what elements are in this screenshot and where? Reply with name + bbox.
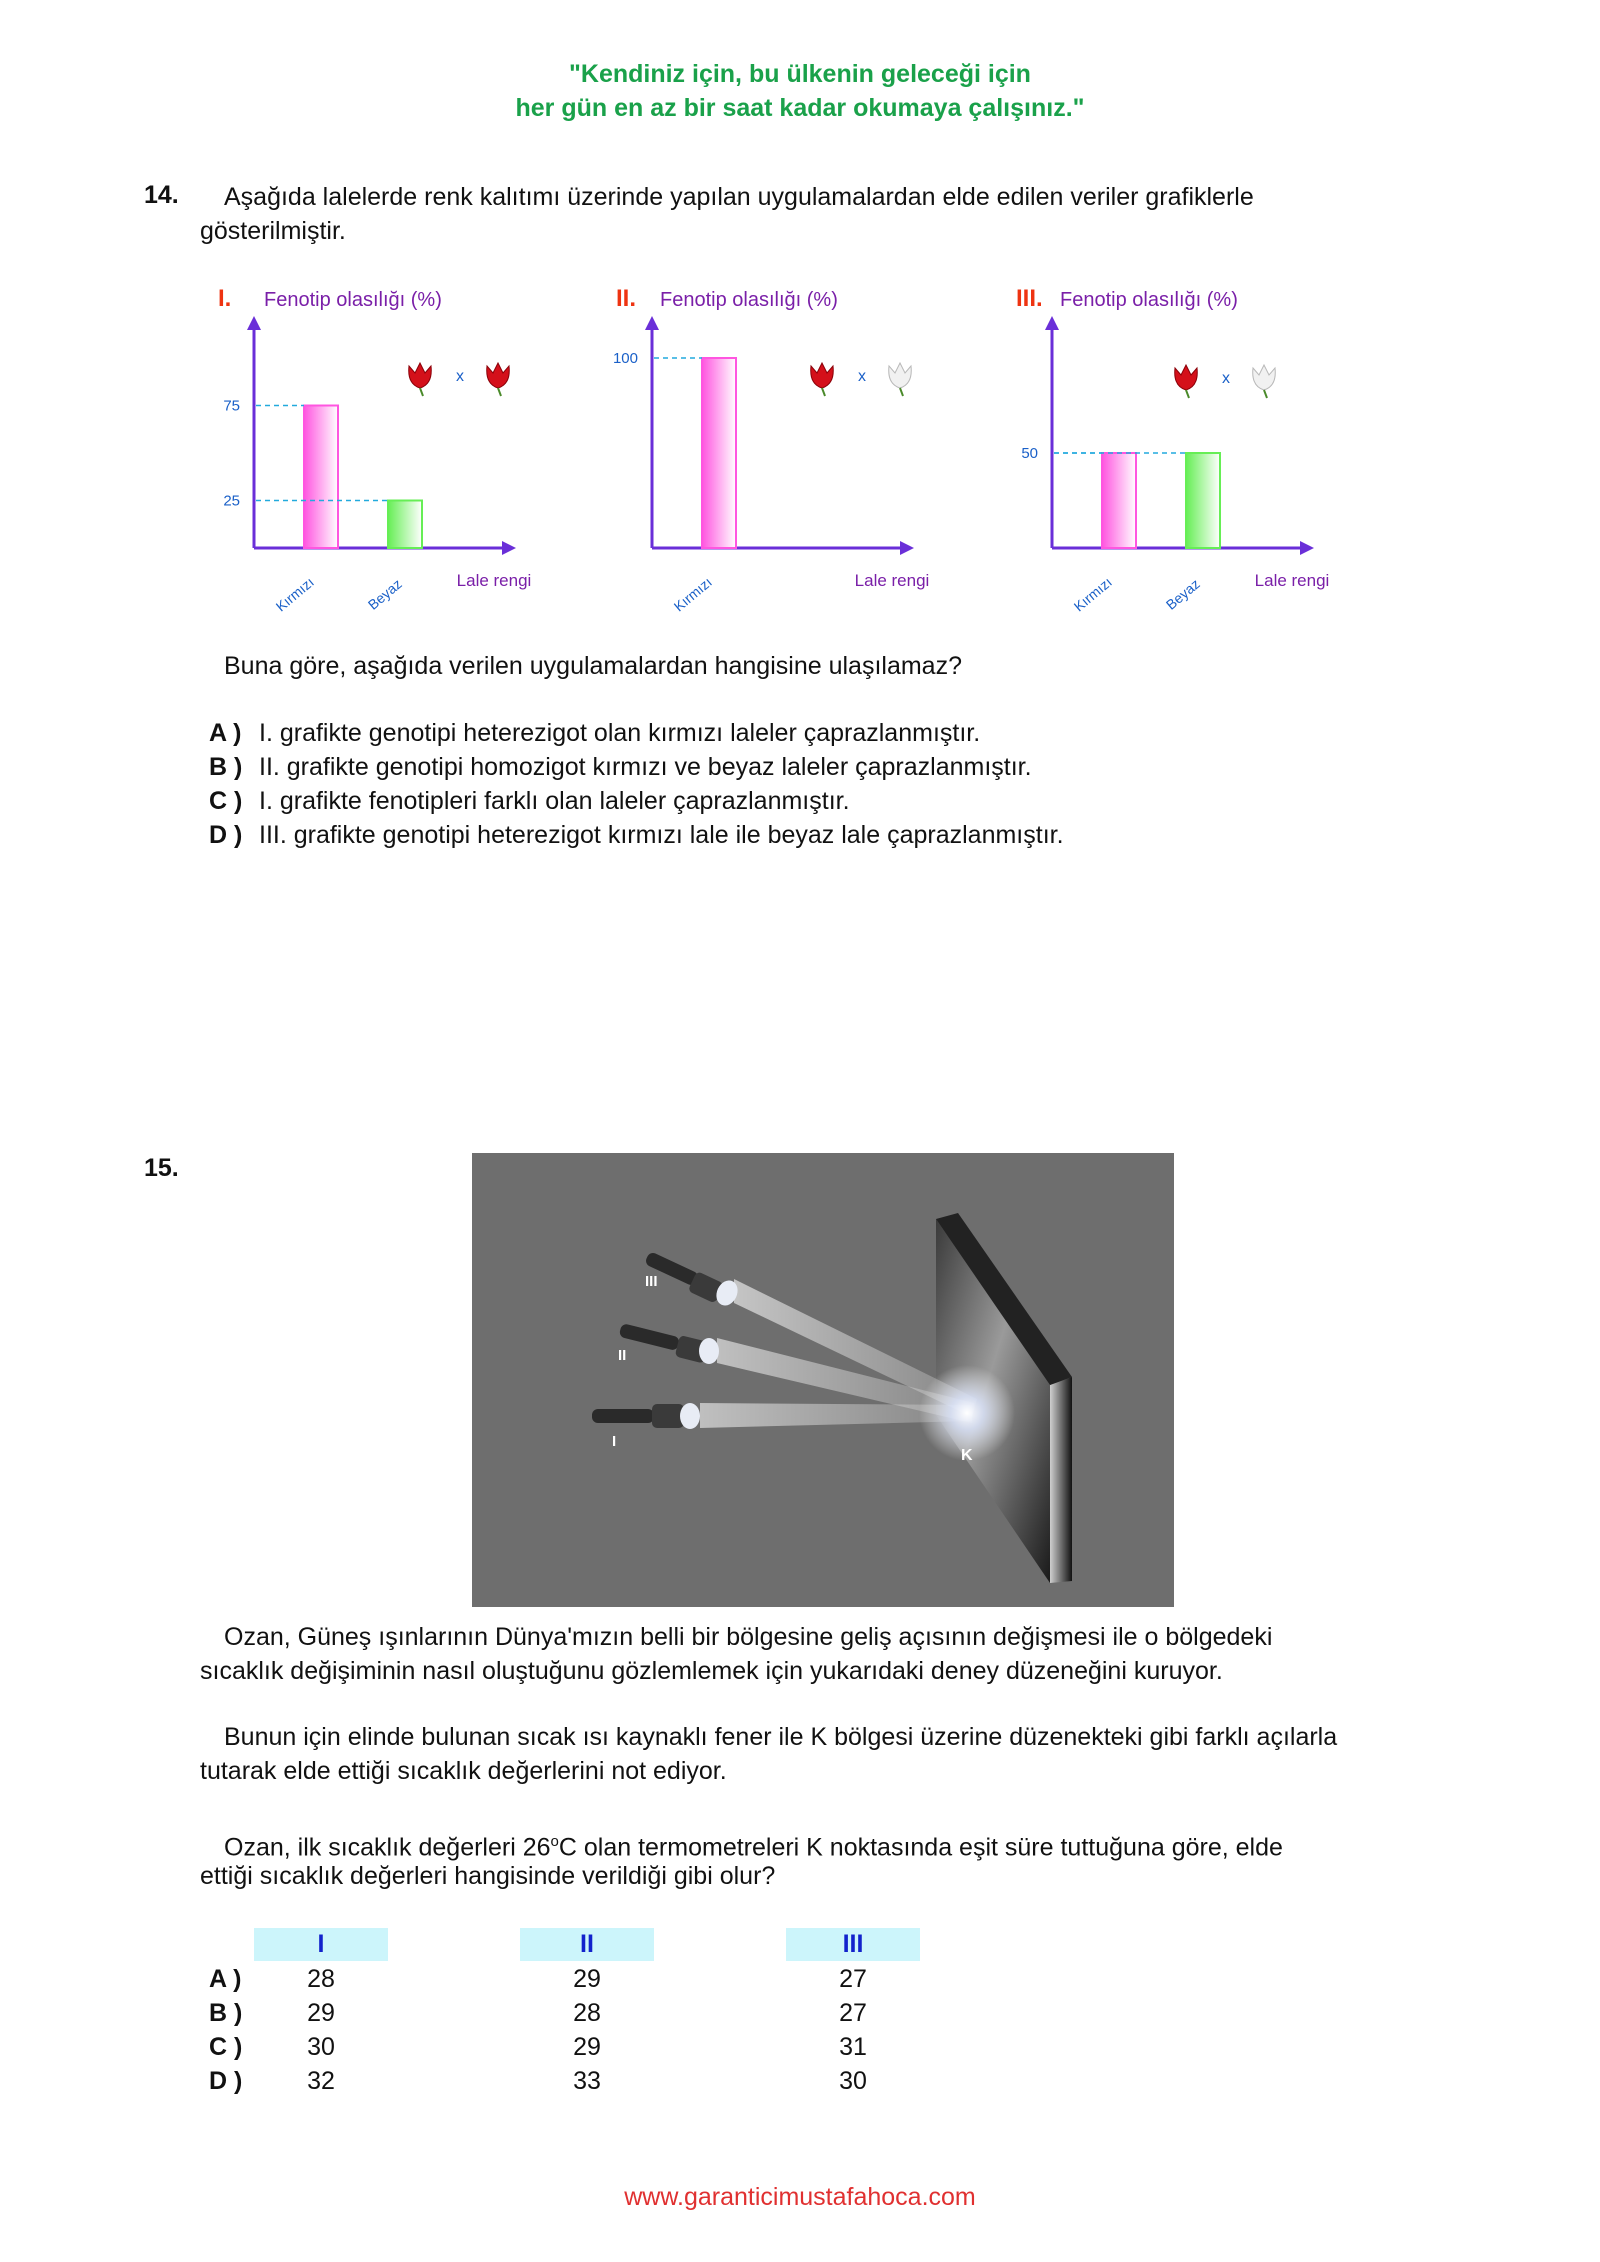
question-14-prompt: Buna göre, aşağıda verilen uygulamalardan hangisine ulaşılamaz? [224,652,962,680]
option-letter: D ) [209,821,243,849]
bar-kirmizi [1102,453,1136,548]
white-tulip-icon [1253,365,1276,398]
question-15-number: 15. [144,1154,179,1182]
category-label: Kırmızı [1070,573,1115,615]
flashlight-ii-icon [619,1323,719,1364]
option-letter: C ) [209,787,243,815]
question-14-options [209,716,1064,852]
chart-roman-label: III. [1016,285,1043,312]
table-cell: 31 [839,2033,867,2061]
answer-option-letter[interactable]: D ) [209,2067,243,2095]
label-iii: III [645,1273,658,1290]
answer-option-letter[interactable]: A ) [209,1965,242,1993]
table-cell: 27 [839,1999,867,2027]
tick-label: 25 [223,492,240,510]
q15-p2-line1: Bunun için elinde bulunan sıcak ısı kaynaklı fener ile K bölgesi üzerine düzenekteki gibi farklı açılarla [224,1723,1338,1751]
option-letter: B ) [209,753,243,781]
category-label: Kırmızı [272,573,317,615]
x-axis-label: Lale rengi [456,571,532,590]
table-cell: 29 [573,2033,601,2061]
q15-p2-line2: tutarak elde ettiği sıcaklık değerlerini not ediyor. [200,1757,727,1785]
red-tulip-icon [1175,365,1198,398]
x-axis-label: Lale rengi [854,571,930,590]
x-axis-arrow [900,541,914,555]
option-text: III. grafikte genotipi heterezigot kırmızı lale ile beyaz lale çaprazlanmıştır. [259,821,1064,849]
option-b[interactable] [209,750,1064,784]
chart-3 [998,270,1398,630]
y-axis-label: Fenotip olasılığı (%) [660,289,838,311]
x-axis-arrow [1300,541,1314,555]
table-header-i: I [254,1928,388,1961]
panel-side [1050,1377,1072,1583]
q15-p1-line2: sıcaklık değişiminin nasıl oluştuğunu gözlemlemek için yukarıdaki deney düzeneğini kuruyor. [200,1657,1223,1685]
question-14-number: 14. [144,181,179,209]
option-a[interactable] [209,716,1064,750]
answer-option-letter[interactable]: C ) [209,2033,243,2061]
x-axis-arrow [502,541,516,555]
table-cell: 30 [839,2067,867,2095]
q15-p3-post: C olan termometreleri K noktasında eşit süre tuttuğuna göre, elde [558,1833,1283,1862]
table-cell: 30 [307,2033,335,2061]
answer-option-letter[interactable]: B ) [209,1999,243,2027]
table-cell: 28 [573,1999,601,2027]
label-i: I [612,1433,617,1450]
category-label: Kırmızı [670,573,715,615]
footer-url[interactable]: www.garanticimustafahoca.com [624,2183,976,2211]
question-14-intro-1: Aşağıda lalelerde renk kalıtımı üzerinde yapılan uygulamalardan elde edilen veriler grafiklerle [224,183,1254,211]
cross-sign: x [456,368,464,385]
motto-line-2: her gün en az bir saat kadar okumaya çalışınız." [515,94,1085,122]
flashlight-i-icon [592,1403,700,1429]
bar-kirmizi [702,358,736,548]
cross-sign: x [1222,370,1230,387]
option-text: I. grafikte fenotipleri farklı olan laleler çaprazlanmıştır. [259,787,850,815]
y-axis-label: Fenotip olasılığı (%) [1060,289,1238,311]
flashlight-iii-icon [644,1251,741,1309]
chart-2 [598,270,998,630]
q15-p1-line1: Ozan, Güneş ışınlarının Dünya'mızın belli bir bölgesine geliş açısının değişmesi ile o bölgedeki [224,1623,1273,1651]
label-ii: II [618,1347,627,1364]
tick-label: 100 [612,350,638,367]
label-k: K [961,1447,973,1464]
y-axis-arrow [247,316,261,330]
experiment-figure [472,1153,1174,1607]
table-cell: 29 [307,1999,335,2027]
table-cell: 27 [839,1965,867,1993]
bar-beyaz [1186,453,1220,548]
table-header-ii: II [520,1928,654,1961]
y-axis-arrow [1045,316,1059,330]
cross-sign: x [858,368,866,385]
table-cell: 33 [573,2067,601,2095]
q15-p3-line2: ettiği sıcaklık değerleri hangisinde verildiği gibi olur? [200,1862,776,1890]
category-label: Beyaz [1162,575,1203,613]
chart-1 [200,270,600,630]
red-tulip-icon [487,363,510,396]
q15-p3-pre: Ozan, ilk sıcaklık değerleri 26 [224,1833,551,1862]
red-tulip-icon [409,363,432,396]
category-label: Beyaz [364,575,405,613]
table-cell: 32 [307,2067,335,2095]
option-c[interactable] [209,784,1064,818]
chart-roman-label: I. [218,285,232,312]
option-letter: A ) [209,719,242,747]
question-14-intro-2: gösterilmiştir. [200,217,346,245]
y-axis-label: Fenotip olasılığı (%) [264,289,442,311]
table-cell: 29 [573,1965,601,1993]
bar-kirmizi [304,406,338,549]
chart-roman-label: II. [616,285,637,312]
tick-label: 75 [223,397,240,415]
tick-label: 50 [1021,445,1038,462]
x-axis-label: Lale rengi [1254,571,1330,590]
motto-line-1: "Kendiniz için, bu ülkenin geleceği için [569,60,1031,88]
red-tulip-icon [811,363,834,396]
option-text: I. grafikte genotipi heterezigot olan kırmızı laleler çaprazlanmıştır. [259,719,981,747]
bar-beyaz [388,501,422,549]
degree-sup: o [550,1833,559,1850]
table-header-iii: III [786,1928,920,1961]
table-cell: 28 [307,1965,335,1993]
y-axis-arrow [645,316,659,330]
option-text: II. grafikte genotipi homozigot kırmızı ve beyaz laleler çaprazlanmıştır. [259,753,1032,781]
white-tulip-icon [889,363,912,396]
option-d[interactable] [209,818,1064,852]
